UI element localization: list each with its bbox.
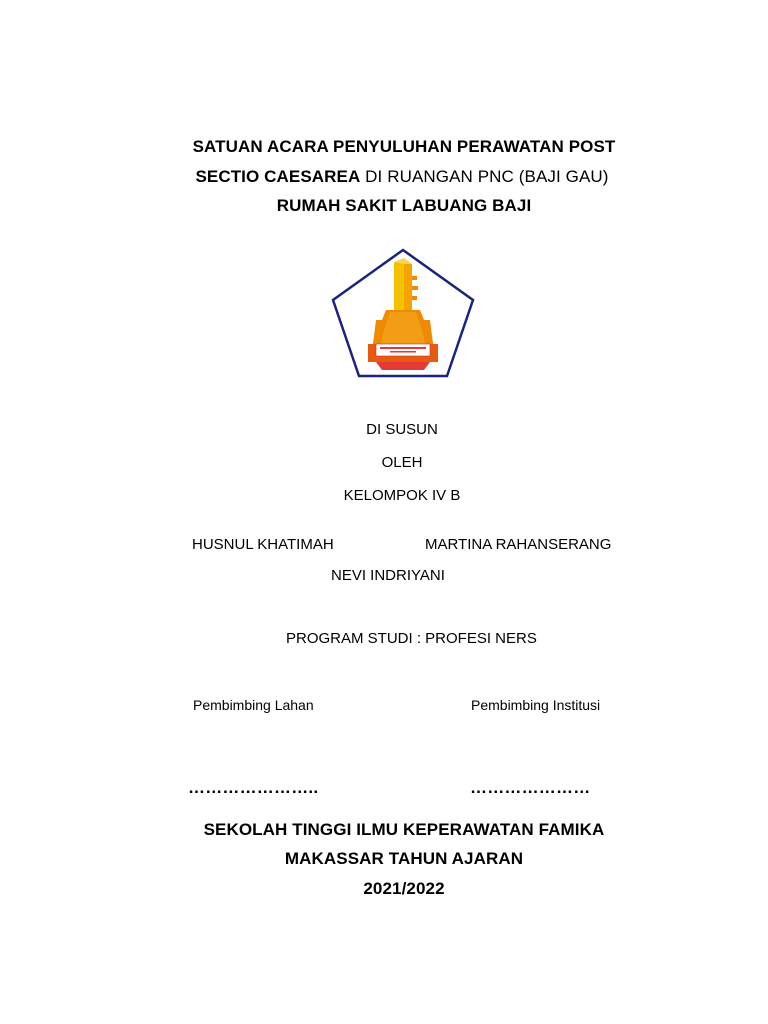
- city-academic-year-label: MAKASSAR TAHUN AJARAN: [284, 849, 524, 868]
- document-title-line-2: [18, 167, 768, 187]
- institution-name: SEKOLAH TINGGI ILMU KEPERAWATAN FAMIKA: [203, 820, 605, 839]
- by-label: OLEH: [381, 454, 423, 471]
- document-title-line-3: RUMAH SAKIT LABUANG BAJI: [276, 196, 532, 215]
- title-procedure-name: SECTIO CAESAREA: [195, 167, 361, 186]
- compiled-by-label: DI SUSUN: [366, 421, 438, 438]
- key-pentagon-emblem-icon: [328, 240, 478, 385]
- institution-supervisor-signature-line: …………………: [470, 778, 591, 797]
- member-name: MARTINA RAHANSERANG: [425, 536, 612, 553]
- member-name: HUSNUL KHATIMAH: [192, 536, 334, 553]
- institution-supervisor-label: Pembimbing Institusi: [471, 697, 601, 713]
- group-name: KELOMPOK IV B: [343, 487, 461, 504]
- member-name: NEVI INDRIYANI: [331, 567, 445, 584]
- field-supervisor-signature-line: …………………..: [188, 778, 319, 797]
- field-supervisor-label: Pembimbing Lahan: [193, 697, 314, 713]
- academic-year: 2021/2022: [363, 879, 445, 898]
- document-title-line-1: SATUAN ACARA PENYULUHAN PERAWATAN POST: [192, 137, 616, 156]
- study-program: PROGRAM STUDI : PROFESI NERS: [286, 630, 537, 647]
- title-ward-name: DI RUANGAN PNC (BAJI GAU): [360, 167, 609, 186]
